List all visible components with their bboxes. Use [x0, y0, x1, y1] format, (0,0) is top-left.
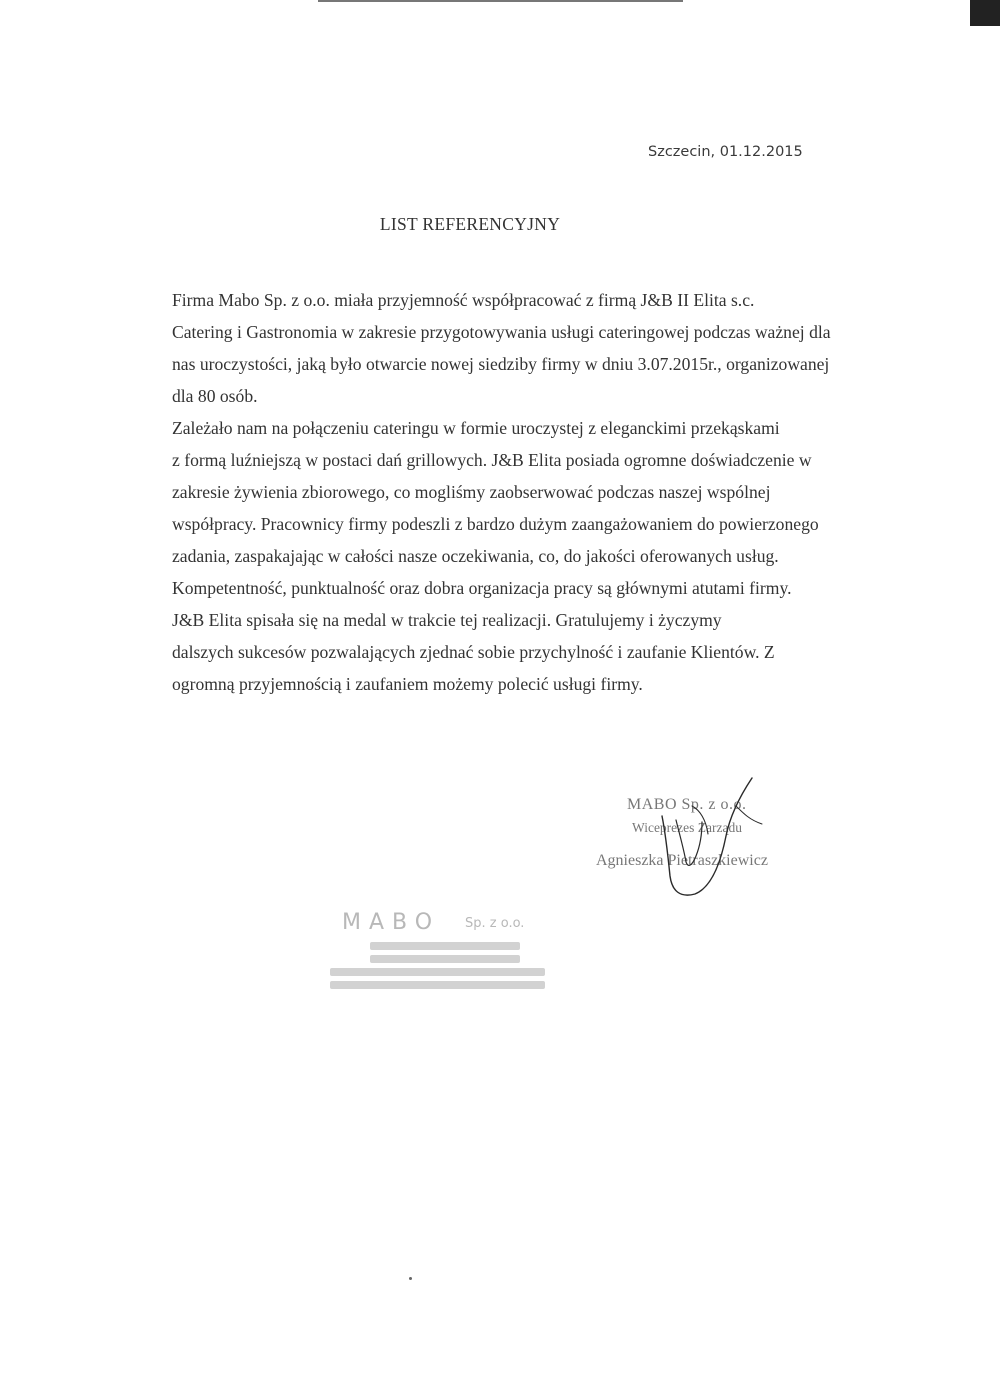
letter-date: Szczecin, 01.12.2015: [648, 144, 803, 160]
text-line: dalszych sukcesów pozwalających zjednać sobie przychylność i zaufanie Klientów. Z: [172, 642, 775, 662]
text-line: nas uroczystości, jaką było otwarcie nowej siedziby firmy w dniu 3.07.2015r., organizowanej: [172, 354, 830, 374]
letter-body: [117, 284, 839, 700]
letter-title: LIST REFERENCYJNY: [379, 214, 561, 234]
scan-corner-mark: [970, 0, 1000, 26]
text-line: Catering i Gastronomia w zakresie przygotowywania usługi cateringowej podczas ważnej dla: [172, 322, 831, 342]
paragraph-2: [117, 412, 839, 604]
company-stamp: [330, 908, 550, 998]
stamp-name: Agnieszka Pietraszkiewicz: [596, 852, 768, 869]
paragraph-3: [117, 604, 839, 700]
text-line: J&B Elita spisała się na medal w trakcie tej realizacji. Gratulujemy i życzymy: [172, 610, 722, 630]
paragraph-1: [117, 284, 839, 412]
text-line: dla 80 osób.: [172, 386, 258, 406]
company-stamp-name: MABO: [342, 910, 441, 935]
text-line: Firma Mabo Sp. z o.o. miała przyjemność współpracować z firmą J&B II Elita s.c.: [172, 290, 755, 310]
text-line: ogromną przyjemnością i zaufaniem możemy polecić usługi firmy.: [172, 674, 643, 694]
faded-stamp-line: [370, 955, 520, 963]
scan-edge-line: [318, 0, 683, 2]
faded-stamp-line: [370, 942, 520, 950]
faded-stamp-line: [330, 968, 545, 976]
text-line: zadania, zaspakajając w całości nasze oczekiwania, co, do jakości oferowanych usług.: [172, 546, 779, 566]
text-line: z formą luźniejszą w postaci dań grillowych. J&B Elita posiada ogromne doświadczenie w: [172, 450, 812, 470]
stamp-role: Wiceprezes Zarządu: [632, 820, 743, 835]
handwritten-signature: [640, 776, 780, 906]
text-line: współpracy. Pracownicy firmy podeszli z bardzo dużym zaangażowaniem do powierzonego: [172, 514, 819, 534]
company-stamp-suffix: Sp. z o.o.: [465, 916, 525, 931]
text-line: Zależało nam na połączeniu cateringu w formie uroczystej z eleganckimi przekąskami: [172, 418, 780, 438]
text-line: Kompetentność, punktualność oraz dobra organizacja pracy są głównymi atutami firmy.: [172, 578, 792, 598]
scan-speck: [409, 1277, 412, 1280]
stamp-company: MABO Sp. z o.o.: [627, 796, 747, 813]
faded-stamp-line: [330, 981, 545, 989]
text-line: zakresie żywienia zbiorowego, co mogliśmy zaobserwować podczas naszej wspólnej: [172, 482, 771, 502]
